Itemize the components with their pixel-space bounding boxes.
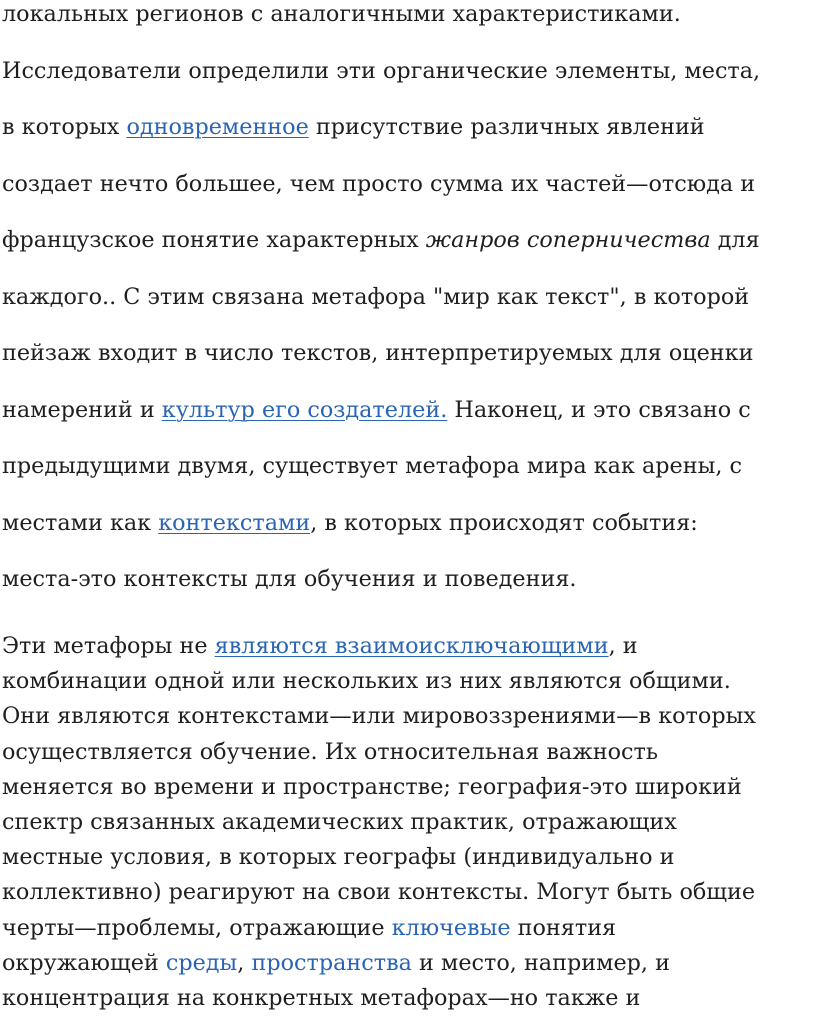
- text-fragment: Наконец, и это связано с: [447, 396, 751, 423]
- text-line: Они являются контекстами—или мировоззрениями—в которых: [2, 703, 756, 730]
- text-fragment: Эти метафоры не: [2, 633, 215, 659]
- text-line: Исследователи определили эти органические элементы, места,: [2, 57, 761, 84]
- link-space[interactable]: пространства: [251, 949, 412, 976]
- text-line: [2, 99, 814, 156]
- text-line: каждого.. С этим связана метафора "мир как текст", в которой: [2, 283, 750, 310]
- text-line: спектр связанных академических практик, отражающих: [2, 809, 677, 836]
- text-fragment: в которых: [2, 114, 127, 140]
- text-line: локальных регионов с аналогичными характеристиками.: [2, 1, 681, 27]
- italic-term: жанров соперничества: [425, 227, 711, 253]
- text-line: местные условия, в которых географы (индивидуально и: [2, 844, 675, 871]
- text-fragment: и место, например, и: [411, 949, 670, 976]
- paragraph-metaphors: [2, 0, 814, 608]
- text-line: [2, 911, 814, 946]
- text-fragment: понятия: [510, 914, 617, 941]
- text-line: предыдущими двумя, существует метафора мира как арены, с: [2, 453, 742, 479]
- text-fragment: местами как: [2, 509, 159, 536]
- text-line: коллективно) реагируют на свои контексты. Могут быть общие: [2, 879, 756, 906]
- text-line: концентрация на конкретных метафорах—но также и: [2, 985, 641, 1012]
- text-fragment: черты—проблемы, отражающие: [2, 914, 392, 941]
- text-line: [2, 382, 814, 439]
- text-line: пейзаж входит в число текстов, интерпретируемых для оценки: [2, 340, 754, 366]
- text-fragment: присутствие различных явлений: [308, 114, 705, 140]
- text-line: места-это контексты для обучения и поведения.: [2, 566, 577, 592]
- text-line: [2, 629, 814, 664]
- link-environment[interactable]: среды: [165, 949, 238, 976]
- link-mutually-exclusive[interactable]: являются взаимоисключающими: [214, 633, 609, 659]
- text-line: [2, 495, 814, 552]
- link-contexts[interactable]: контекстами: [158, 509, 311, 536]
- text-fragment: намерений и: [2, 396, 162, 423]
- text-fragment: ,: [237, 949, 252, 976]
- text-line: [2, 946, 814, 981]
- text-fragment: , и: [608, 633, 638, 659]
- text-fragment: французское понятие характерных: [2, 227, 426, 253]
- paragraph-not-exclusive: [2, 629, 814, 1016]
- link-simultaneous[interactable]: одновременное: [126, 114, 309, 140]
- text-fragment: для: [710, 227, 760, 253]
- link-creators-cultures[interactable]: культур его создателей.: [161, 396, 448, 423]
- text-line: комбинации одной или нескольких из них являются общими.: [2, 668, 731, 695]
- text-fragment: окружающей: [2, 949, 166, 976]
- text-line: [2, 212, 814, 269]
- text-fragment: , в которых происходят события:: [310, 509, 698, 536]
- text-line: осуществляется обучение. Их относительная важность: [2, 738, 658, 765]
- text-line: создает нечто большее, чем просто сумма их частей—отсюда и: [2, 170, 756, 197]
- link-key[interactable]: ключевые: [391, 914, 511, 941]
- text-line: меняется во времени и пространстве; география-это широкий: [2, 773, 742, 800]
